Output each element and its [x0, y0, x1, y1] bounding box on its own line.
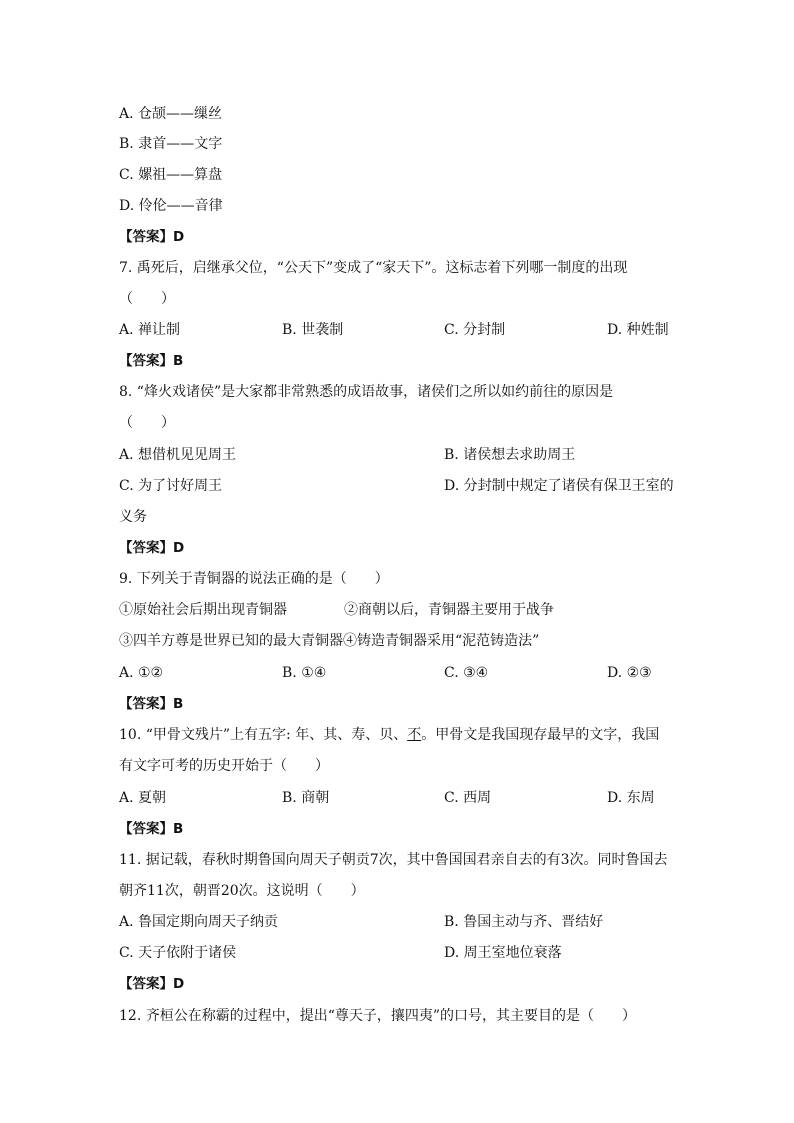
q9-option-a: A. ①② — [119, 665, 164, 681]
option-line: D. 伶伦——音律 — [119, 198, 223, 214]
answer-line: 【答案】D — [119, 976, 185, 992]
q8-option-d-continued: 义务 — [119, 509, 147, 525]
question-9-text: 9. 下列关于青铜器的说法正确的是（ ） — [119, 571, 389, 587]
q7-option-c: C. 分封制 — [444, 322, 506, 338]
q11-option-c: C. 天子依附于诸侯 — [119, 945, 237, 961]
q10-option-b: B. 商朝 — [282, 790, 330, 806]
question-11-text: 11. 据记载，春秋时期鲁国向周天子朝贡7次，其中鲁国国君亲自去的有3次。同时鲁国去 — [119, 852, 668, 868]
q9-statement-2: ②商朝以后，青铜器主要用于战争 — [344, 602, 554, 618]
q8-option-d: D. 分封制中规定了诸侯有保卫王室的 — [444, 478, 674, 494]
q9-statement-1: ①原始社会后期出现青铜器 — [119, 602, 287, 618]
q9-option-c: C. ③④ — [444, 665, 489, 681]
question-11-text-continued: 朝齐11次，朝晋20次。这说明（ ） — [119, 883, 365, 899]
q10-text-part2: 。甲骨文是我国现存最早的文字，我国 — [421, 727, 660, 743]
q9-option-d: D. ②③ — [607, 665, 652, 681]
answer-line: 【答案】B — [119, 353, 184, 369]
q10-option-d: D. 东周 — [607, 790, 655, 806]
q8-option-b: B. 诸侯想去求助周王 — [444, 447, 576, 463]
question-7-text: 7. 禹死后，启继承父位，“公天下”变成了“家天下”。这标志着下列哪一制度的出现 — [119, 260, 628, 276]
answer-line: 【答案】D — [119, 540, 185, 556]
question-8-text: 8. “烽火戏诸侯”是大家都非常熟悉的成语故事，诸侯们之所以如约前往的原因是 — [119, 384, 614, 400]
answer-line: 【答案】D — [119, 229, 185, 245]
q10-option-a: A. 夏朝 — [119, 790, 167, 806]
question-12-text: 12. 齐桓公在称霸的过程中，提出“尊天子，攘四夷”的口号，其主要目的是（ ） — [119, 1008, 637, 1024]
q7-option-b: B. 世袭制 — [282, 322, 344, 338]
answer-line: 【答案】B — [119, 696, 184, 712]
q10-underlined-char: 不 — [407, 727, 422, 743]
option-line: B. 隶首——文字 — [119, 136, 223, 152]
question-10-text — [119, 726, 659, 744]
q9-statements-3-4: ③四羊方尊是世界已知的最大青铜器④铸造青铜器采用“泥范铸造法” — [119, 633, 540, 649]
question-10-text-continued: 有文字可考的历史开始于（ ） — [119, 758, 329, 774]
q7-option-a: A. 禅让制 — [119, 322, 181, 338]
q10-option-c: C. 西周 — [444, 790, 492, 806]
q10-text-part1: 10. “甲骨文残片”上有五字: 年、其、寿、贝、 — [119, 727, 408, 743]
answer-line: 【答案】B — [119, 821, 184, 837]
q8-option-a: A. 想借机见见周王 — [119, 447, 237, 463]
q8-option-c: C. 为了讨好周王 — [119, 478, 223, 494]
q11-option-a: A. 鲁国定期向周天子纳贡 — [119, 914, 279, 930]
q11-option-d: D. 周王室地位衰落 — [444, 945, 562, 961]
q11-option-b: B. 鲁国主动与齐、晋结好 — [444, 914, 604, 930]
option-line: A. 仓颉——缫丝 — [119, 106, 223, 122]
q7-option-d: D. 种姓制 — [607, 322, 669, 338]
question-7-blank: （ ） — [119, 291, 175, 307]
question-8-blank: （ ） — [119, 415, 175, 431]
q9-option-b: B. ①④ — [282, 665, 327, 681]
option-line: C. 嫘祖——算盘 — [119, 167, 223, 183]
